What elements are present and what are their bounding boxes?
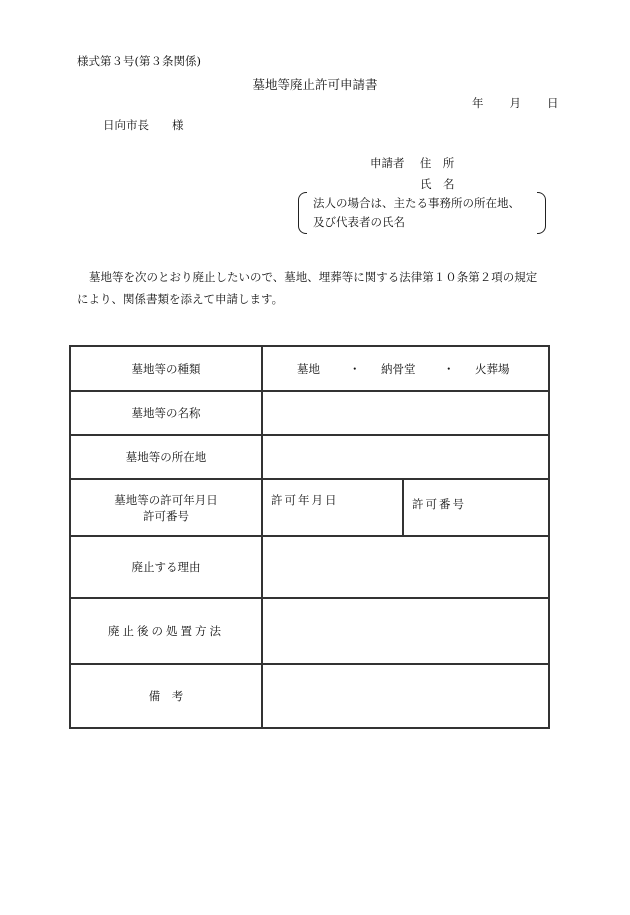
date-day: 日 <box>547 96 559 110</box>
location-input-cell[interactable] <box>263 436 548 478</box>
disposal-input-cell[interactable] <box>263 599 548 663</box>
document-title: 墓地等廃止許可申請書 <box>252 77 378 92</box>
permit-number-label: 許可番号 <box>412 497 466 511</box>
corporate-note-line2: 及び代表者の氏名 <box>313 215 405 229</box>
date-month: 月 <box>509 96 521 110</box>
name-label: 氏 名 <box>420 177 455 191</box>
permit-date-label: 許可年月日 <box>271 493 339 507</box>
type-label: 墓地等の種類 <box>71 347 263 390</box>
application-form-table <box>69 345 550 729</box>
date-line <box>472 95 559 111</box>
remarks-row <box>71 665 548 727</box>
permit-label-cell <box>71 480 263 535</box>
type-row <box>71 347 548 392</box>
permit-value-cell <box>263 480 548 535</box>
statement-line1: 墓地等を次のとおり廃止したいので、墓地、埋葬等に関する法律第１０条第２項の規定 <box>89 270 538 284</box>
remarks-input-cell[interactable] <box>263 665 548 727</box>
name-input-cell[interactable] <box>263 392 548 434</box>
left-bracket <box>298 192 307 234</box>
permit-label-line2: 許可番号 <box>143 508 189 523</box>
date-year: 年 <box>472 96 484 110</box>
remarks-label-cell: 備 考 <box>71 665 263 727</box>
right-bracket <box>537 192 546 234</box>
permit-date-cell[interactable] <box>263 480 404 535</box>
type-value <box>263 347 548 390</box>
reason-label-cell: 廃止する理由 <box>71 537 263 597</box>
type-option-cemetery[interactable]: 墓地 <box>297 361 320 376</box>
reason-row <box>71 537 548 599</box>
corporate-note-line1: 法人の場合は、主たる事務所の所在地、 <box>313 196 520 210</box>
type-option-crematorium[interactable]: 火葬場 <box>475 361 510 376</box>
applicant-label: 申請者 <box>370 156 405 170</box>
disposal-label-cell: 廃止後の処置方法 <box>71 599 263 663</box>
corporate-note <box>298 192 546 234</box>
statement-line2: により、関係書類を添えて申請します。 <box>77 292 284 306</box>
type-option-ossuary[interactable]: 納骨堂 <box>381 361 416 376</box>
type-separator: ・ <box>443 361 455 376</box>
location-row <box>71 436 548 480</box>
permit-label-line1: 墓地等の許可年月日 <box>114 492 218 507</box>
type-separator: ・ <box>349 361 361 376</box>
location-label-cell: 墓地等の所在地 <box>71 436 263 478</box>
form-number: 様式第３号(第３条関係) <box>77 54 201 68</box>
address-label: 住 所 <box>419 156 455 170</box>
application-statement <box>77 266 557 310</box>
name-row <box>71 392 548 436</box>
name-label-cell: 墓地等の名称 <box>71 392 263 434</box>
reason-input-cell[interactable] <box>263 537 548 597</box>
applicant-name-row <box>420 176 455 192</box>
disposal-row <box>71 599 548 665</box>
applicant-address-row <box>370 155 454 171</box>
addressee: 日向市長 様 <box>103 118 184 132</box>
permit-number-cell[interactable] <box>404 480 548 535</box>
permit-row <box>71 480 548 537</box>
